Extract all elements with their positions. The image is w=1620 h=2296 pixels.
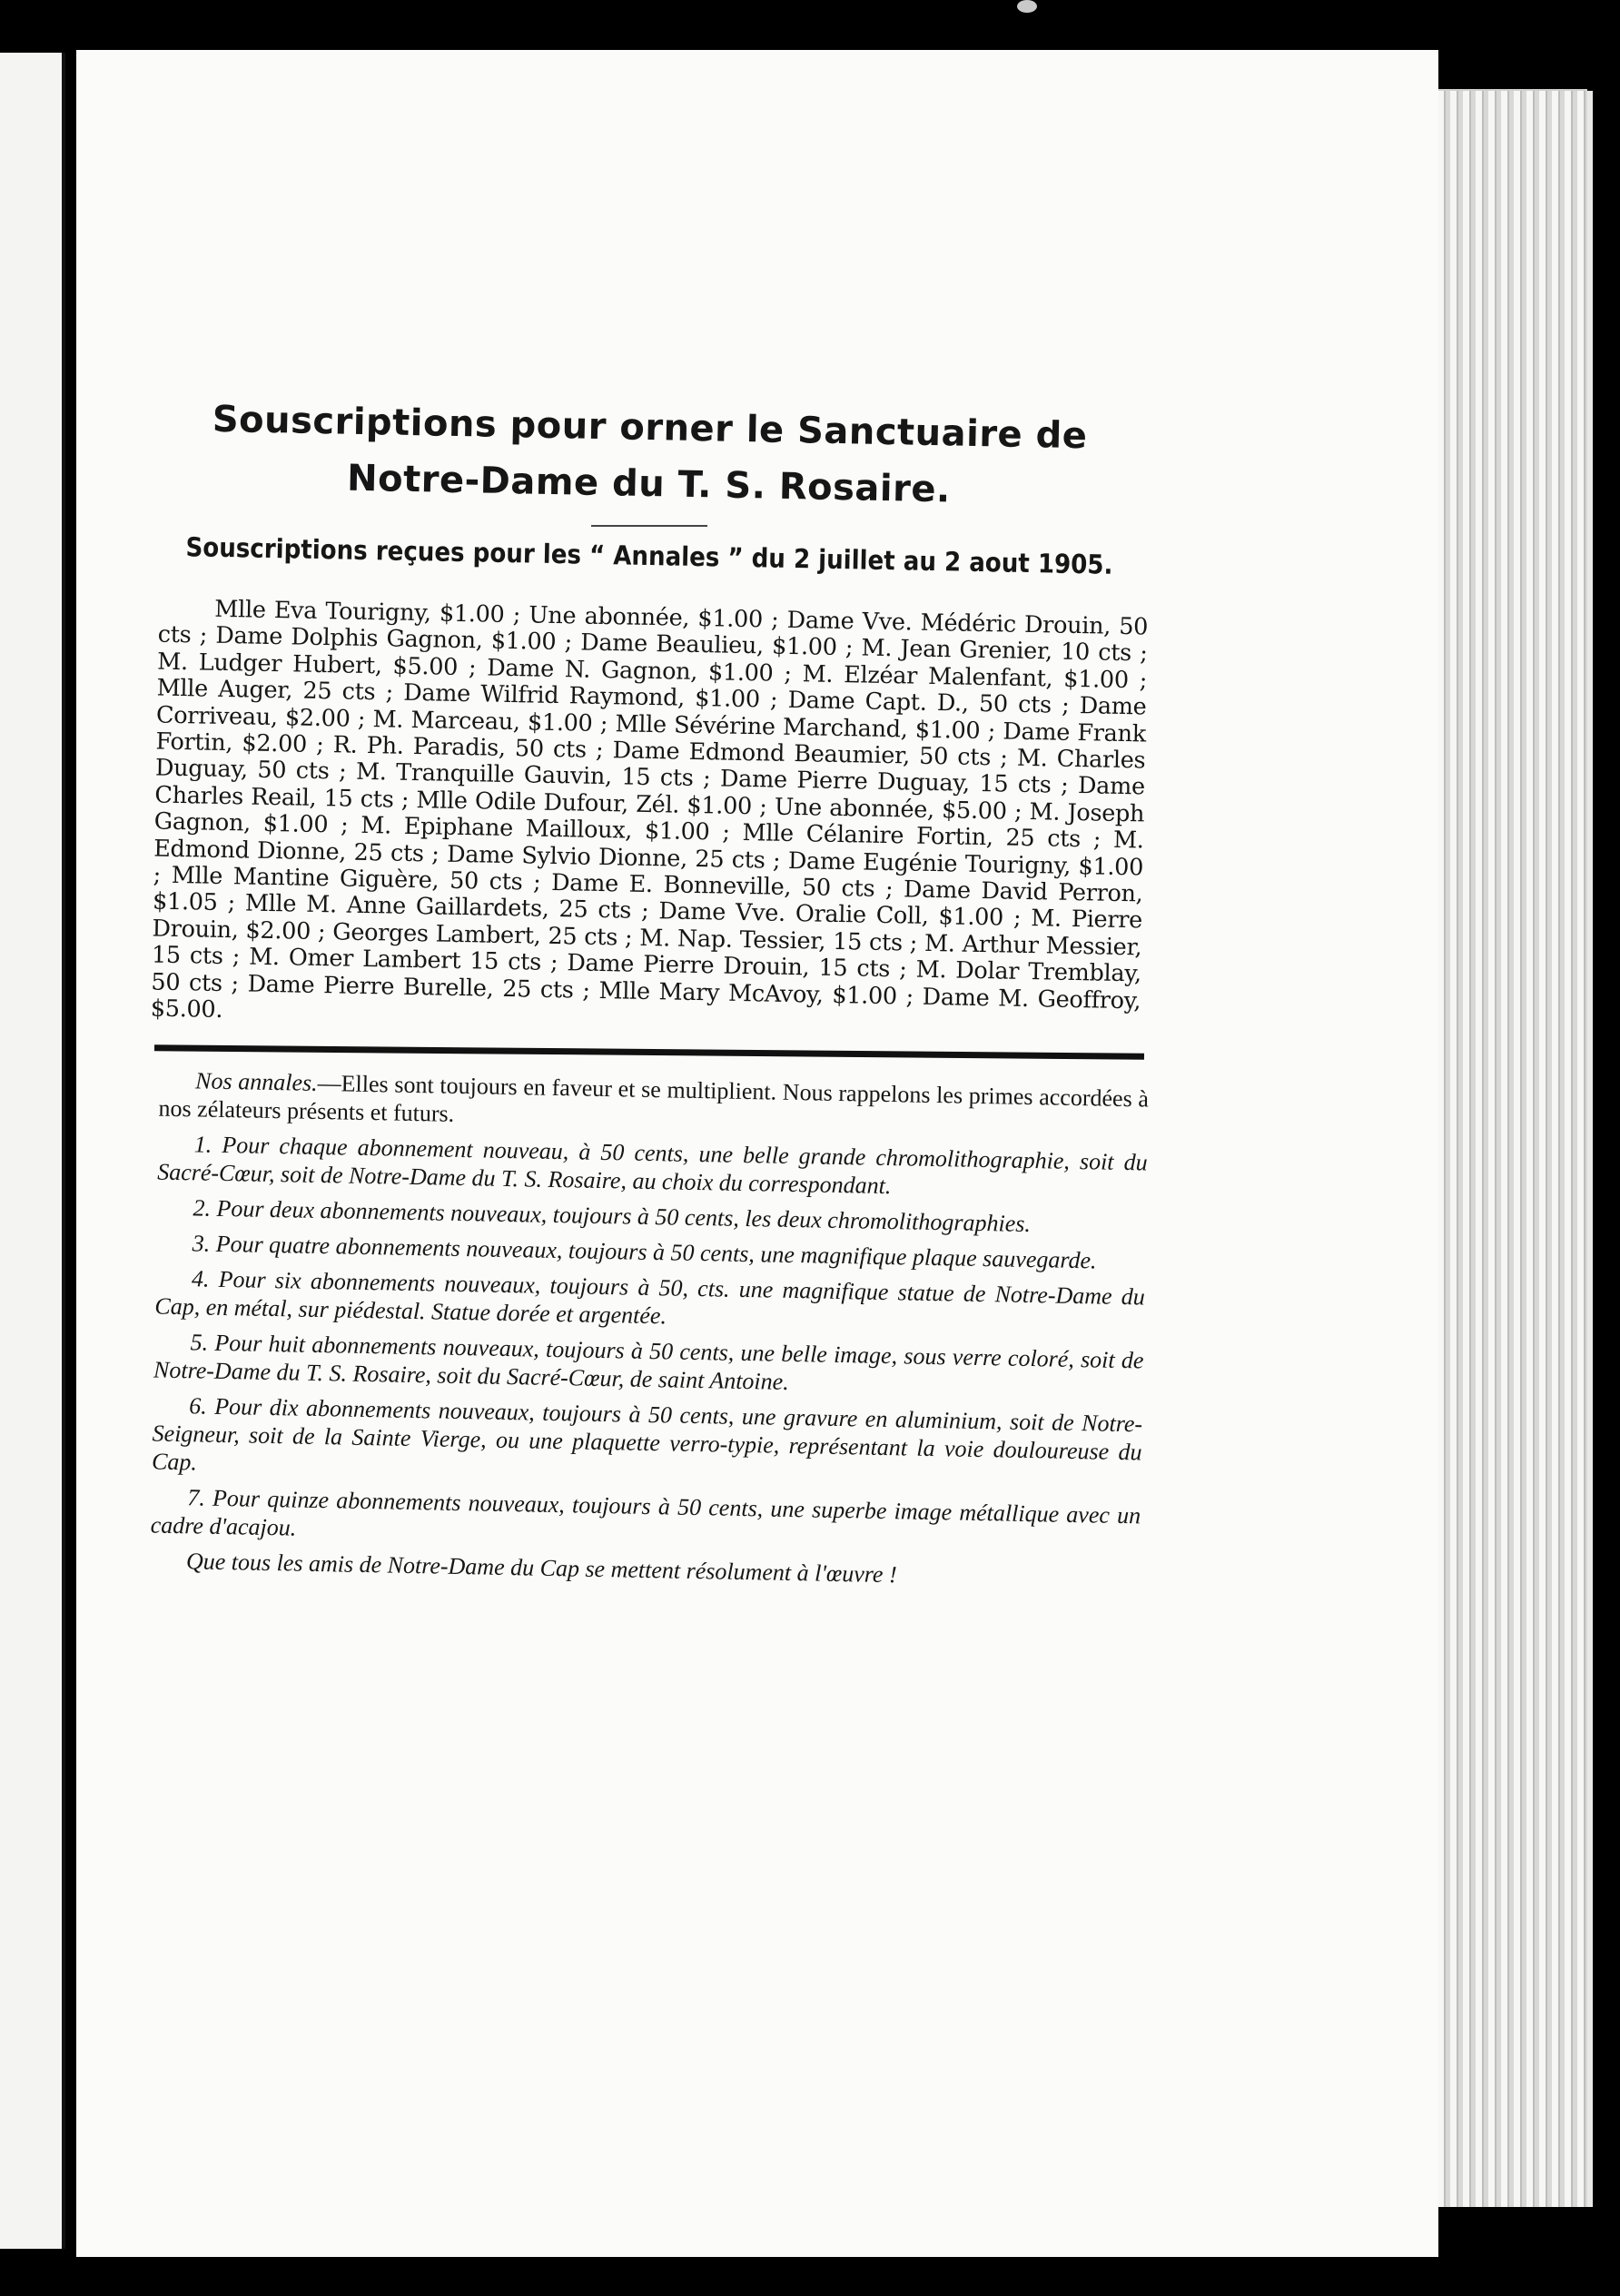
- subtitle: Souscriptions reçues pour les “ Annales ” du 2 juillet au 2 aout 1905.: [185, 531, 1113, 580]
- previous-page-edge: [0, 53, 65, 2249]
- premium-item: 4. Pour six abonnements nouveaux, toujours à 50, cts. une magnifique statue de Notre-Dame du Cap, en métal, sur piédestal. Statue dorée et argentée.: [154, 1264, 1146, 1329]
- page-title: [153, 391, 1145, 522]
- premium-item: 7. Pour quinze abonnements nouveaux, toujours à 50 cents, une superbe image métallique avec un cadre d'acajou.: [150, 1483, 1141, 1541]
- premium-item: 2. Pour deux abonnements nouveaux, toujours à 50 cents, les deux chromolithographies.: [193, 1193, 1032, 1237]
- title-line-1: Souscriptions pour orner le Sanctuaire de: [212, 398, 1088, 458]
- premium-item: 6. Pour dix abonnements nouveaux, toujours à 50 cents, une gravure en aluminium, soit de Notre-Seigneur, soit de la Sainte Vierge, ou une plaquette verro-typie, représentant la voie douloureuse du Cap.: [151, 1391, 1143, 1475]
- section-divider: [154, 1044, 1144, 1060]
- closing-exhortation: Que tous les amis de Notre-Dame du Cap se mettent résolument à l'œuvre !: [185, 1547, 897, 1588]
- premium-item: 5. Pour huit abonnements nouveaux, toujours à 50 cents, une belle image, sous verre coloré, soit de Notre-Dame du T. S. Rosaire, soit du Sacré-Cœur, de saint Antoine.: [153, 1328, 1144, 1395]
- title-line-2: Notre-Dame du T. S. Rosaire.: [346, 457, 952, 511]
- page-content: [150, 398, 1150, 1591]
- premium-item: 3. Pour quatre abonnements nouveaux, toujours à 50 cents, une magnifique plaque sauvegarde.: [192, 1229, 1097, 1273]
- donors-list: Mlle Eva Tourigny, $1.00 ; Une abonnée, $1.00 ; Dame Vve. Médéric Drouin, 50 cts ; Dame Dolphis Gagnon, $1.00 ; Dame Beaulieu, $1.00 ; M. Jean Grenier, 10 cts ; M. Ludger Hubert, $5.00 ; Dame N. Gagnon, $1.00 ; M. Elzéar Malenfant, $1.00 ; Mlle Auger, 25 cts ; Dame Wilfrid Raymond, $1.00 ; Dame Capt. D., 50 cts ; Dame Corriveau, $2.00 ; M. Marceau, $1.00 ; Mlle Sévérine Marchand, $1.00 ; Dame Frank Fortin, $2.00 ; R. Ph. Paradis, 50 cts ; Dame Edmond Beaumier, 50 cts ; M. Charles Duguay, 50 cts ; M. Tranquille Gauvin, 15 cts ; Dame Pierre Duguay, 15 cts ; Dame Charles Reail, 15 cts ; Mlle Odile Dufour, Zél. $1.00 ; Une abonnée, $5.00 ; M. Joseph Gagnon, $1.00 ; M. Epiphane Mailloux, $1.00 ; Mlle Célanire Fortin, 25 cts ; M. Edmond Dionne, 25 cts ; Dame Sylvio Dionne, 25 cts ; Dame Eugénie Tourigny, $1.00 ; Mlle Mantine Giguère, 50 cts ; Dame E. Bonneville, 50 cts ; Dame David Perron, $1.05 ; Mlle M. Anne Gaillardets, 25 cts ; Dame Vve. Oralie Coll, $1.00 ; M. Pierre Drouin, $2.00 ; Georges Lambert, 25 cts ; M. Nap. Tessier, 15 cts ; M. Arthur Messier, 15 cts ; M. Omer Lambert 15 cts ; Dame Pierre Drouin, 15 cts ; M. Dolar Tremblay, 50 cts ; Dame Pierre Burelle, 25 cts ; Mlle Mary McAvoy, $1.00 ; Dame M. Geoffroy, $5.00.: [150, 595, 1149, 1024]
- premium-item: 1. Pour chaque abonnement nouveau, à 50 cents, une belle grande chromolithographie, soit du Sacré-Cœur, soit de Notre-Dame du T. S. Rosaire, au choix du correspondant.: [156, 1130, 1148, 1199]
- scan-artifact: [1017, 0, 1037, 13]
- notice-intro-text: —Elles sont toujours en faveur et se multiplient. Nous rappelons les primes accordées à nos zélateurs présents et futurs.: [158, 1069, 1150, 1127]
- notice-lead: Nos annales.: [194, 1066, 318, 1096]
- notice-intro: [158, 1065, 1149, 1141]
- annales-notice: [150, 1065, 1150, 1593]
- page-stack-edges: [1433, 91, 1593, 2207]
- title-divider: [591, 525, 707, 527]
